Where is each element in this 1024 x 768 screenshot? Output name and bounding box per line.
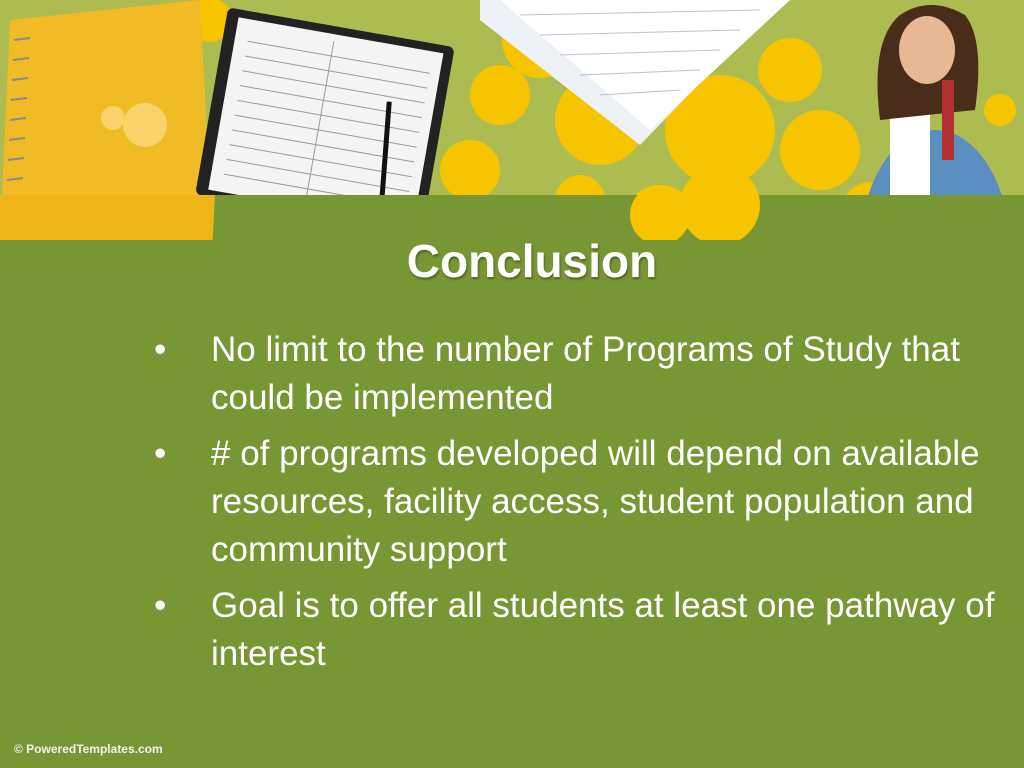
bullet-list xyxy=(150,326,1000,686)
footer-credit: © PoweredTemplates.com xyxy=(14,742,163,756)
bullet-item xyxy=(150,326,1000,422)
bullet-item xyxy=(150,582,1000,678)
bullet-glyph: • xyxy=(154,330,167,369)
slide-title: Conclusion xyxy=(406,235,658,287)
bullet-text: Goal is to offer all students at least one pathway of interest xyxy=(211,586,995,673)
bullet-glyph: • xyxy=(154,434,167,473)
header-banner-illustration xyxy=(0,0,1024,240)
bullet-text: No limit to the number of Programs of Study that could be implemented xyxy=(211,330,960,417)
bullet-glyph: • xyxy=(154,586,167,625)
bullet-text: # of programs developed will depend on available resources, facility access, student population and community support xyxy=(211,434,980,569)
bullet-item xyxy=(150,430,1000,574)
